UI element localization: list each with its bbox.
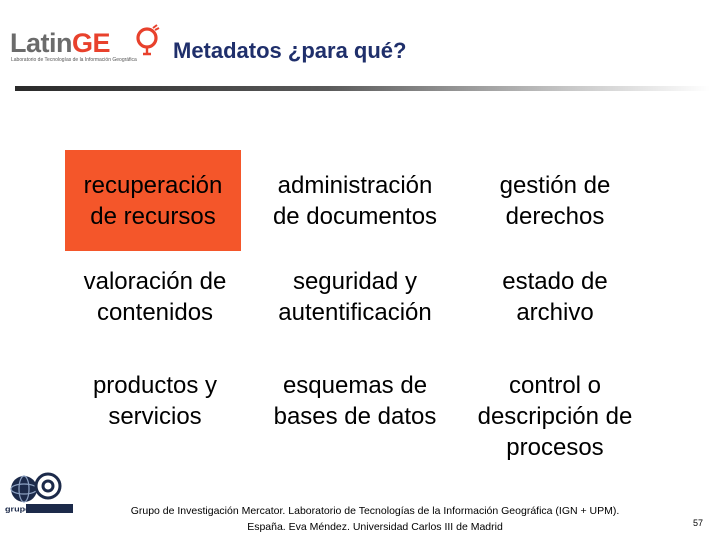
grid-cell-valoracion	[60, 266, 250, 336]
footer-credits	[80, 503, 670, 535]
grid-cell-control	[460, 370, 650, 470]
grid-cell-estado	[465, 266, 645, 336]
grid-cell-recuperacion	[65, 150, 241, 251]
grid-cell-administracion	[245, 150, 465, 251]
footer-logo-text: grupo mercator	[5, 504, 73, 514]
latingeo-logo	[8, 22, 158, 68]
page-number: 57	[693, 518, 704, 528]
cell-text-line: derechos	[505, 203, 605, 230]
cell-text-line: valoración de	[83, 268, 227, 295]
footer-line: Grupo de Investigación Mercator. Laboratorio de Tecnologías de la Información Geográfica (IGN + UPM).	[130, 505, 620, 517]
slide-title: Metadatos ¿para qué?	[173, 38, 407, 63]
globe-pin-icon	[136, 24, 160, 56]
cell-text-line: seguridad y	[292, 268, 418, 295]
cell-text-line: recuperación	[83, 172, 223, 199]
grid-cell-productos	[60, 370, 250, 440]
logo-wordmark	[10, 28, 110, 58]
cell-text-line: de recursos	[90, 203, 216, 230]
cell-text-line: servicios	[108, 403, 202, 430]
grid-cell-gestion	[465, 150, 645, 251]
logo-geo-text: GE	[72, 28, 111, 58]
grid-cell-seguridad	[245, 266, 465, 336]
cell-text-line: control o	[508, 372, 602, 399]
cell-text-line: estado de	[502, 268, 608, 295]
cell-text-line: contenidos	[96, 299, 214, 326]
footer-line: España. Eva Méndez. Universidad Carlos III de Madrid	[247, 521, 503, 533]
logo-latin-text: Latin	[10, 28, 72, 58]
cell-text-line: procesos	[506, 434, 604, 461]
cell-text-line: administración	[277, 172, 433, 199]
cell-text-line: esquemas de	[282, 372, 428, 399]
cell-text-line: autentificación	[278, 299, 432, 326]
cell-text-line: productos y	[92, 372, 218, 399]
grid-cell-esquemas	[245, 370, 465, 440]
cell-text-line: descripción de	[477, 403, 633, 430]
cell-text-line: archivo	[516, 299, 594, 326]
grupo-mercator-logo	[4, 470, 74, 516]
title-divider	[15, 86, 710, 91]
cell-text-line: bases de datos	[273, 403, 437, 430]
logo-tagline: Laboratorio de Tecnologías de la Información Geográfica	[11, 57, 137, 63]
cell-text-line: de documentos	[272, 203, 438, 230]
cell-text-line: gestión de	[499, 172, 611, 199]
